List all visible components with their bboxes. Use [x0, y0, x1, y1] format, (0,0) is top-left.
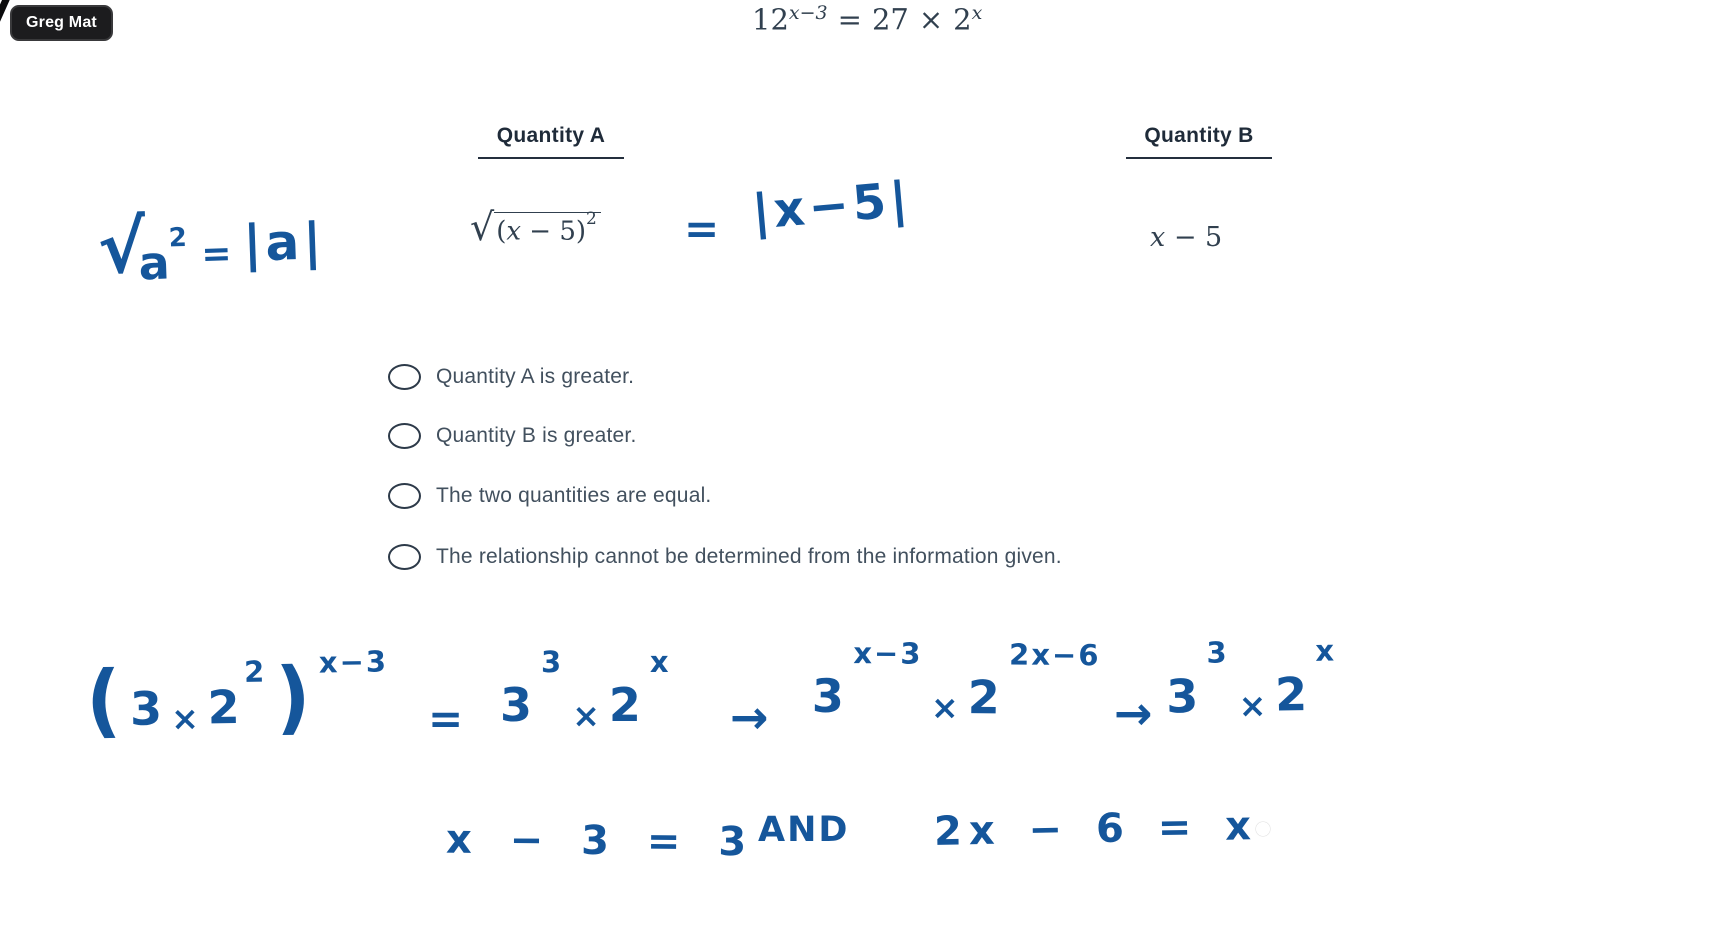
equation-rhs-number: 27 [871, 2, 909, 37]
option-label: The relationship cannot be determined from the information given. [436, 545, 1062, 568]
exponent: x−3 [853, 636, 923, 671]
digit: 3 [129, 681, 163, 736]
digit: 3 [500, 678, 533, 732]
digit: 3 [811, 668, 845, 724]
times-sign: × [1238, 685, 1267, 726]
radio-button[interactable] [388, 544, 421, 570]
given-equation [752, 2, 982, 37]
gregmat-logo-badge: Greg Mat [10, 5, 113, 41]
handwritten-abs-x-minus-5: |x−5| [749, 171, 914, 241]
radical-sign: √ [470, 205, 495, 249]
exponent: 2 [243, 654, 267, 689]
exponent: x [1315, 633, 1337, 668]
handwritten-rule-exponent: 2 [168, 222, 188, 254]
radicand-rest: − 5) [521, 216, 587, 247]
radio-button[interactable] [388, 364, 421, 390]
right-arrow: → [730, 690, 769, 744]
open-paren: ( [85, 652, 122, 747]
pen-cursor [1256, 822, 1270, 836]
quantity-b-header: Quantity B [1126, 124, 1272, 159]
handwritten-rhs-repeat [1165, 633, 1337, 727]
times-sign: × [918, 2, 944, 37]
exponent: 3 [1206, 635, 1229, 670]
equals-sign: = [837, 2, 862, 37]
handwritten-rule-abs-a: |a| [242, 212, 327, 273]
digit: 2 [967, 670, 1000, 725]
handwritten-equation-2x-minus-6: 2x − 6 = x [933, 803, 1259, 855]
radicand-open-paren: ( [496, 216, 507, 247]
option-label: Quantity A is greater. [436, 365, 635, 388]
times-sign: × [170, 698, 200, 739]
digit: 2 [1274, 667, 1308, 722]
radio-button[interactable] [388, 423, 421, 449]
quantity-b-expression [1150, 222, 1222, 253]
option-quantities-equal[interactable] [388, 481, 711, 511]
handwritten-rule-base: a [137, 235, 171, 291]
option-cannot-be-determined[interactable] [388, 542, 1062, 572]
option-label: Quantity B is greater. [436, 424, 637, 447]
handwritten-rule-equals: = [200, 233, 233, 276]
group-exponent: x−3 [318, 644, 389, 680]
quantity-b-variable: x [1150, 222, 1166, 253]
option-quantity-b-greater[interactable] [388, 421, 637, 451]
handwritten-and: AND [758, 810, 850, 850]
equation-lhs-base: 12 [752, 2, 789, 37]
equation-rhs-exponent: x [971, 2, 983, 24]
handwritten-expanded-lhs [811, 636, 1101, 729]
times-sign: × [572, 696, 600, 735]
option-label: The two quantities are equal. [436, 484, 712, 507]
digit: 2 [608, 678, 641, 732]
close-paren: ) [274, 649, 312, 744]
quantity-b-rest: − 5 [1165, 222, 1223, 253]
digit: 3 [1165, 668, 1199, 724]
quantity-a-expression [470, 205, 601, 250]
handwritten-equals-sign: = [684, 204, 720, 253]
radicand-variable: x [506, 216, 522, 247]
digit: 2 [207, 679, 241, 735]
radicand-exponent: 2 [586, 209, 597, 229]
handwritten-sqrt-rule [97, 204, 327, 292]
handwritten-rhs-form [500, 645, 671, 735]
times-sign: × [930, 687, 959, 728]
equation-lhs-exponent: x−3 [788, 2, 828, 24]
option-quantity-a-greater[interactable] [388, 362, 634, 392]
radio-button[interactable] [388, 483, 421, 509]
handwritten-lhs-expansion [85, 644, 389, 747]
handwritten-equals-sign: = [428, 694, 464, 743]
handwritten-equation-x-minus-3: x − 3 = 3 [445, 816, 754, 866]
handwritten-radical-sign: √ [96, 204, 148, 290]
exponent: x [649, 645, 671, 679]
exponent: 2x−6 [1008, 637, 1101, 673]
radicand [494, 209, 601, 248]
exponent: 3 [541, 645, 564, 679]
quantity-a-header: Quantity A [478, 124, 624, 159]
equation-rhs-base: 2 [953, 2, 972, 37]
right-arrow: → [1114, 686, 1153, 740]
